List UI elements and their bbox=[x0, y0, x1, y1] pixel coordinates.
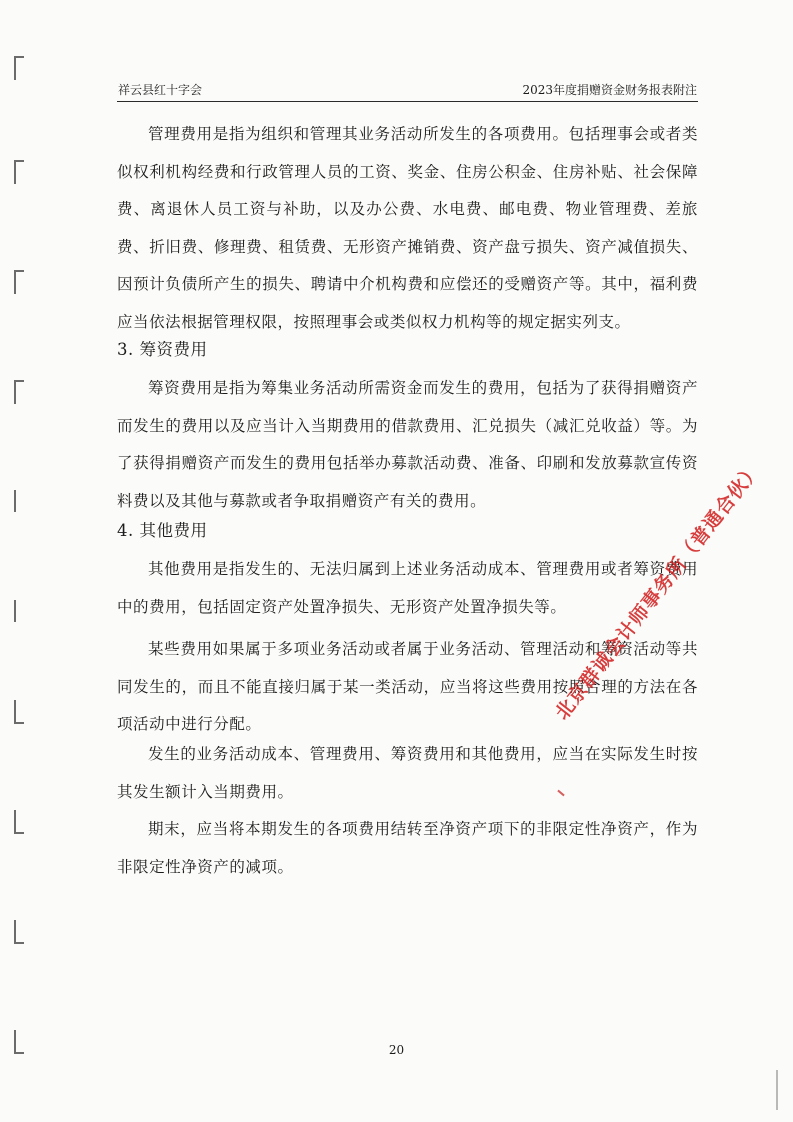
binding-mark bbox=[14, 700, 24, 724]
paragraph-management-expenses: 管理费用是指为组织和管理其业务活动所发生的各项费用。包括理事会或者类似权利机构经费和行政管理人员的工资、奖金、住房公积金、住房补贴、社会保障费、离退休人员工资与补助，以及办公费、水电费、邮电费、物业管理费、差旅费、折旧费、修理费、租赁费、无形资产摊销费、资产盘亏损失、资产减值损失、因预计负债所产生的损失、聘请中介机构费和应偿还的受赠资产等。其中，福利费应当依法根据管理权限，按照理事会或类似权力机构等的规定据实列支。 bbox=[117, 125, 698, 331]
binding-mark bbox=[14, 56, 24, 80]
header-doc-title: 2023年度捐赠资金财务报表附注 bbox=[522, 83, 697, 97]
section-heading-fundraising: 3. 筹资费用 bbox=[117, 340, 208, 359]
page-header bbox=[117, 79, 698, 102]
company-seal-stamp: 北京群诚会计师事务所（普通合伙） bbox=[551, 458, 766, 725]
paragraph-expense-recognition: 发生的业务活动成本、管理费用、筹资费用和其他费用，应当在实际发生时按其发生额计入当期费用。 bbox=[117, 745, 698, 801]
binding-mark bbox=[14, 600, 24, 622]
section-heading-other: 4. 其他费用 bbox=[117, 521, 208, 540]
binding-mark bbox=[14, 810, 24, 834]
paragraph-period-end: 期末，应当将本期发生的各项费用结转至净资产项下的非限定性净资产，作为非限定性净资产的减项。 bbox=[117, 820, 698, 876]
paragraph-other-expenses: 其他费用是指发生的、无法归属到上述业务活动成本、管理费用或者筹资费用中的费用，包括固定资产处置净损失、无形资产处置净损失等。 bbox=[117, 560, 698, 616]
binding-mark bbox=[14, 270, 24, 294]
page-number: 20 bbox=[388, 1043, 405, 1057]
binding-mark bbox=[14, 920, 24, 944]
binding-mark bbox=[14, 490, 24, 512]
binding-mark bbox=[14, 160, 24, 184]
edge-mark bbox=[776, 1070, 778, 1110]
paragraph-shared-expenses: 某些费用如果属于多项业务活动或者属于业务活动、管理活动和筹资活动等共同发生的，而且不能直接归属于某一类活动，应当将这些费用按照合理的方法在各项活动中进行分配。 bbox=[117, 640, 698, 733]
paragraph-fundraising-expenses: 筹资费用是指为筹集业务活动所需资金而发生的费用，包括为了获得捐赠资产而发生的费用以及应当计入当期费用的借款费用、汇兑损失（减汇兑收益）等。为了获得捐赠资产而发生的费用包括举办募款活动费、准备、印刷和发放募款宣传资料费以及其他与募款或者争取捐赠资产有关的费用。 bbox=[117, 379, 698, 510]
header-org: 祥云县红十字会 bbox=[118, 83, 203, 97]
binding-mark bbox=[14, 380, 24, 404]
